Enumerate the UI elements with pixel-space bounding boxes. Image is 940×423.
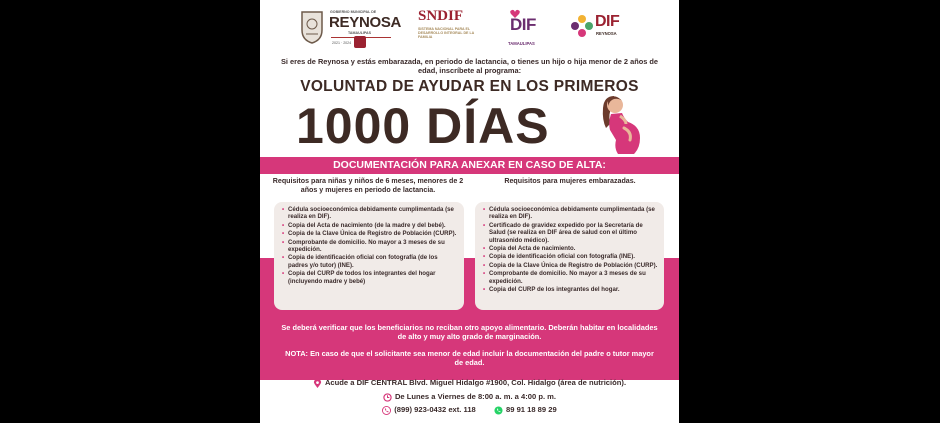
dif-reynosa-flower-icon	[570, 14, 594, 38]
location-pin-icon	[313, 379, 322, 388]
documentation-band: DOCUMENTACIÓN PARA ANEXAR EN CASO DE ALTA:	[260, 157, 679, 174]
dif-tamaulipas-sub: TAMAULIPAS	[508, 41, 535, 46]
sndif-logo	[418, 8, 486, 48]
list-item: • Cédula socioeconómica debidamente cumplimentada (se realiza en DIF).	[282, 206, 458, 221]
list-item: • Copia de identificación oficial con fotografía (de los padres y/o tutor) (INE).	[282, 254, 458, 269]
list-item: • Copia de la Clave Única de Registro de Población (CURP).	[282, 230, 458, 237]
list-item: • Copia del Acta de nacimiento.	[483, 245, 658, 252]
title-line-2: 1000 DÍAS	[296, 98, 550, 154]
right-column-heading: Requisitos para mujeres embarazadas.	[504, 177, 636, 185]
pregnant-woman-icon	[590, 94, 646, 154]
dif-reynosa-sub: REYNOSA	[596, 31, 617, 36]
reynosa-seal-icon	[354, 36, 366, 48]
list-item: • Certificado de gravidez expedido por la Secretaría de Salud (se realiza en DIF área de salud con el último ultrasonido médico).	[483, 222, 658, 244]
list-item: • Copia del CURP de todos los integrantes del hogar (incluyendo madre y bebé)	[282, 270, 458, 285]
right-requirements-list	[475, 202, 664, 293]
left-requirements-list	[274, 202, 464, 285]
hours-text: De Lunes a Viernes de 8:00 a. m. a 4:00 p. m.	[394, 392, 557, 401]
minor-note: NOTA: En caso de que el solicitante sea menor de edad incluir la documentación del padre o tutor mayor de edad.	[285, 349, 654, 368]
dif-tamaulipas-logo	[506, 8, 546, 48]
list-item: • Comprobante de domicilio. No mayor a 3 meses de su expedición.	[483, 270, 658, 285]
title-line-1: VOLUNTAD DE AYUDAR EN LOS PRIMEROS	[300, 78, 639, 95]
logos-row	[260, 8, 679, 48]
reynosa-logo	[300, 8, 402, 48]
clock-icon	[383, 393, 392, 402]
verification-note: Se deberá verificar que los beneficiarios no reciban otro apoyo alimentario. Deberán habitar en localidades de alto y muy alto grado de marginación.	[281, 323, 658, 342]
left-column-heading: Requisitos para niñas y niños de 6 meses, menores de 2 años y mujeres en periodo de lactancia.	[272, 177, 464, 194]
phone-icon	[382, 406, 391, 415]
list-item: • Copia del CURP de los integrantes del hogar.	[483, 286, 658, 293]
address-line	[260, 378, 679, 388]
list-item: • Comprobante de domicilio. No mayor a 3 meses de su expedición.	[282, 239, 458, 254]
list-item: • Cédula socioeconómica debidamente cumplimentada (se realiza en DIF).	[483, 206, 658, 221]
whatsapp-icon	[494, 406, 503, 415]
phone-text[interactable]: (899) 923-0432 ext. 118	[394, 405, 476, 414]
reynosa-years: 2021 · 2024	[332, 41, 352, 45]
reynosa-wordmark: REYNOSA	[329, 14, 402, 31]
list-item: • Copia del Acta de nacimiento (de la madre y del bebé).	[282, 222, 458, 229]
reynosa-sub-text: TAMAULIPAS	[348, 31, 372, 35]
program-poster	[260, 0, 679, 423]
list-item: • Copia de identificación oficial con fotografía (INE).	[483, 253, 658, 260]
hours-line	[260, 392, 679, 402]
dif-reynosa-wordmark: DIF	[595, 13, 620, 30]
coat-of-arms-icon	[300, 10, 324, 44]
list-item: • Copia de la Clave Única de Registro de Población (CURP).	[483, 262, 658, 269]
sndif-wordmark: SNDIF	[418, 8, 464, 24]
left-requirements-box	[274, 202, 464, 310]
right-requirements-box	[475, 202, 664, 310]
reynosa-top-text: GOBIERNO MUNICIPAL DE	[330, 10, 377, 14]
dif-tamaulipas-wordmark: DIF	[510, 15, 536, 34]
dif-reynosa-logo	[570, 8, 640, 48]
whatsapp-text[interactable]: 89 91 18 89 29	[506, 405, 557, 414]
phone-line	[260, 405, 679, 415]
intro-text: Si eres de Reynosa y estás embarazada, en periodo de lactancia, o tienes un hijo o hija menor de 2 años de edad, inscríbete al programa:	[280, 57, 659, 75]
sndif-subtitle: SISTEMA NACIONAL PARA EL DESARROLLO INTEGRAL DE LA FAMILIA	[418, 27, 475, 40]
address-text: Acude a DIF CENTRAL Blvd. Miguel Hidalgo #1900, Col. Hidalgo (área de nutrición).	[324, 378, 627, 387]
